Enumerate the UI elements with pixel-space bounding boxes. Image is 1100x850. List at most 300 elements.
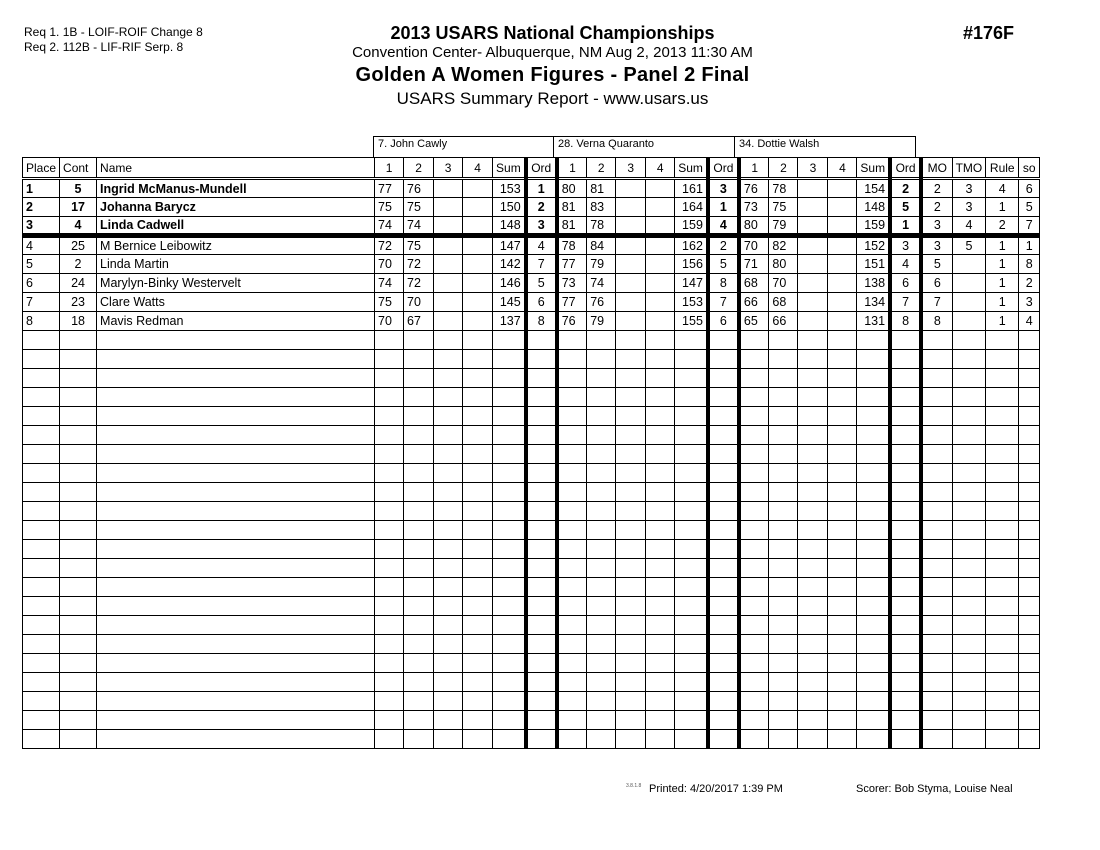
empty-cell <box>828 692 857 711</box>
empty-cell <box>587 692 616 711</box>
empty-cell <box>97 616 375 635</box>
empty-cell <box>434 673 463 692</box>
empty-cell <box>526 407 557 426</box>
empty-cell <box>463 521 493 540</box>
empty-cell <box>375 464 404 483</box>
j3-score-4-cell <box>828 198 857 217</box>
empty-cell <box>616 730 646 749</box>
empty-cell <box>986 654 1019 673</box>
j1-sum-cell: 142 <box>493 255 526 274</box>
empty-cell <box>463 464 493 483</box>
empty-cell <box>1019 559 1040 578</box>
empty-cell <box>890 673 921 692</box>
empty-cell <box>798 730 828 749</box>
empty-cell <box>493 483 526 502</box>
empty-cell <box>97 464 375 483</box>
empty-cell <box>857 559 890 578</box>
col-j1-1: 1 <box>375 158 404 179</box>
empty-cell <box>23 597 60 616</box>
col-j3-sum: Sum <box>857 158 890 179</box>
empty-cell <box>798 616 828 635</box>
empty-cell <box>587 464 616 483</box>
empty-cell <box>646 388 675 407</box>
empty-cell <box>493 711 526 730</box>
empty-cell <box>587 407 616 426</box>
empty-cell <box>769 540 798 559</box>
col-j1-ord: Ord <box>526 158 557 179</box>
j3-sum-cell: 148 <box>857 198 890 217</box>
empty-row <box>23 350 1040 369</box>
empty-cell <box>526 388 557 407</box>
j3-score-3-cell <box>798 255 828 274</box>
empty-cell <box>708 559 739 578</box>
empty-cell <box>986 597 1019 616</box>
empty-cell <box>798 692 828 711</box>
empty-cell <box>890 426 921 445</box>
j3-ordinal-cell: 1 <box>890 217 921 236</box>
empty-cell <box>1019 464 1040 483</box>
empty-cell <box>60 521 97 540</box>
tmo-cell <box>952 255 986 274</box>
empty-cell <box>587 616 616 635</box>
empty-cell <box>616 540 646 559</box>
empty-cell <box>769 464 798 483</box>
report-header <box>300 22 805 110</box>
empty-cell <box>616 559 646 578</box>
j1-score-1-cell: 74 <box>375 217 404 236</box>
empty-cell <box>434 464 463 483</box>
empty-cell <box>857 350 890 369</box>
empty-cell <box>97 388 375 407</box>
empty-cell <box>798 521 828 540</box>
col-j3-ord: Ord <box>890 158 921 179</box>
place-cell: 2 <box>23 198 60 217</box>
empty-row <box>23 635 1040 654</box>
so-cell: 5 <box>1019 198 1040 217</box>
empty-cell <box>890 540 921 559</box>
empty-cell <box>587 350 616 369</box>
empty-cell <box>463 730 493 749</box>
empty-cell <box>97 426 375 445</box>
empty-cell <box>986 559 1019 578</box>
empty-cell <box>616 578 646 597</box>
j2-ordinal-cell: 2 <box>708 236 739 255</box>
col-j2-1: 1 <box>557 158 587 179</box>
j2-score-4-cell <box>646 217 675 236</box>
empty-cell <box>828 388 857 407</box>
empty-cell <box>708 692 739 711</box>
empty-cell <box>708 350 739 369</box>
j1-ordinal-cell: 2 <box>526 198 557 217</box>
empty-cell <box>675 502 708 521</box>
empty-cell <box>23 730 60 749</box>
empty-cell <box>97 635 375 654</box>
empty-cell <box>646 597 675 616</box>
empty-cell <box>857 483 890 502</box>
empty-row <box>23 559 1040 578</box>
table-row <box>23 236 1040 255</box>
contestant-number-cell: 25 <box>60 236 97 255</box>
col-j3-3: 3 <box>798 158 828 179</box>
empty-row <box>23 445 1040 464</box>
empty-cell <box>97 502 375 521</box>
empty-cell <box>526 445 557 464</box>
empty-cell <box>616 369 646 388</box>
empty-cell <box>921 331 952 350</box>
j1-score-2-cell: 72 <box>404 255 434 274</box>
j3-score-1-cell: 80 <box>739 217 769 236</box>
j3-ordinal-cell: 2 <box>890 179 921 198</box>
empty-cell <box>769 521 798 540</box>
j2-score-1-cell: 81 <box>557 217 587 236</box>
empty-cell <box>434 407 463 426</box>
empty-cell <box>675 578 708 597</box>
empty-cell <box>587 597 616 616</box>
empty-cell <box>557 730 587 749</box>
empty-cell <box>463 483 493 502</box>
j3-score-3-cell <box>798 179 828 198</box>
j2-score-1-cell: 80 <box>557 179 587 198</box>
empty-cell <box>375 597 404 616</box>
empty-cell <box>646 654 675 673</box>
empty-cell <box>1019 350 1040 369</box>
rule-cell: 1 <box>986 198 1019 217</box>
empty-cell <box>769 350 798 369</box>
empty-cell <box>434 350 463 369</box>
empty-cell <box>890 730 921 749</box>
empty-cell <box>675 331 708 350</box>
empty-cell <box>739 483 769 502</box>
empty-cell <box>986 692 1019 711</box>
empty-cell <box>97 654 375 673</box>
empty-cell <box>708 635 739 654</box>
skater-name-cell: Ingrid McManus-Mundell <box>97 179 375 198</box>
j2-sum-cell: 147 <box>675 274 708 293</box>
empty-cell <box>557 483 587 502</box>
empty-cell <box>60 407 97 426</box>
empty-cell <box>404 483 434 502</box>
empty-cell <box>798 578 828 597</box>
j3-score-1-cell: 70 <box>739 236 769 255</box>
event-number: #176F <box>963 23 1015 43</box>
j1-ordinal-cell: 4 <box>526 236 557 255</box>
empty-cell <box>857 540 890 559</box>
empty-cell <box>493 635 526 654</box>
empty-cell <box>739 521 769 540</box>
empty-cell <box>921 616 952 635</box>
empty-cell <box>1019 369 1040 388</box>
contestant-number-cell: 23 <box>60 293 97 312</box>
j1-ordinal-cell: 7 <box>526 255 557 274</box>
empty-cell <box>616 711 646 730</box>
j1-score-3-cell <box>434 217 463 236</box>
empty-cell <box>769 730 798 749</box>
j2-sum-cell: 153 <box>675 293 708 312</box>
empty-cell <box>493 578 526 597</box>
empty-cell <box>434 483 463 502</box>
j3-score-1-cell: 68 <box>739 274 769 293</box>
j1-score-3-cell <box>434 236 463 255</box>
empty-cell <box>986 673 1019 692</box>
j2-score-4-cell <box>646 255 675 274</box>
empty-cell <box>526 502 557 521</box>
j2-score-4-cell <box>646 236 675 255</box>
empty-cell <box>60 502 97 521</box>
j2-score-2-cell: 78 <box>587 217 616 236</box>
empty-cell <box>675 483 708 502</box>
empty-cell <box>557 635 587 654</box>
empty-cell <box>828 483 857 502</box>
empty-row <box>23 388 1040 407</box>
empty-cell <box>739 464 769 483</box>
empty-cell <box>890 597 921 616</box>
empty-cell <box>404 407 434 426</box>
empty-cell <box>557 578 587 597</box>
empty-cell <box>493 464 526 483</box>
empty-cell <box>1019 483 1040 502</box>
empty-row <box>23 407 1040 426</box>
empty-cell <box>986 711 1019 730</box>
col-j1-sum: Sum <box>493 158 526 179</box>
j2-sum-cell: 164 <box>675 198 708 217</box>
table-row <box>23 312 1040 331</box>
j1-sum-cell: 148 <box>493 217 526 236</box>
empty-cell <box>675 407 708 426</box>
j2-score-3-cell <box>616 217 646 236</box>
j2-score-4-cell <box>646 198 675 217</box>
empty-cell <box>646 369 675 388</box>
empty-cell <box>404 464 434 483</box>
empty-cell <box>493 331 526 350</box>
empty-cell <box>493 559 526 578</box>
empty-cell <box>769 388 798 407</box>
empty-cell <box>526 540 557 559</box>
empty-cell <box>646 521 675 540</box>
empty-cell <box>23 692 60 711</box>
table-row <box>23 293 1040 312</box>
col-j2-2: 2 <box>587 158 616 179</box>
empty-cell <box>857 407 890 426</box>
empty-cell <box>434 540 463 559</box>
j1-score-3-cell <box>434 293 463 312</box>
empty-cell <box>557 540 587 559</box>
empty-cell <box>375 502 404 521</box>
empty-cell <box>646 350 675 369</box>
empty-cell <box>739 369 769 388</box>
j3-score-1-cell: 71 <box>739 255 769 274</box>
col-j1-4: 4 <box>463 158 493 179</box>
empty-cell <box>375 540 404 559</box>
rule-cell: 1 <box>986 274 1019 293</box>
empty-cell <box>526 654 557 673</box>
rule-cell: 1 <box>986 293 1019 312</box>
empty-cell <box>557 692 587 711</box>
empty-cell <box>952 711 986 730</box>
empty-cell <box>890 559 921 578</box>
empty-cell <box>798 388 828 407</box>
empty-cell <box>616 388 646 407</box>
location-date: Convention Center- Albuquerque, NM Aug 2, 2013 11:30 AM <box>352 44 753 61</box>
empty-cell <box>646 711 675 730</box>
empty-cell <box>921 692 952 711</box>
empty-cell <box>739 331 769 350</box>
empty-cell <box>890 692 921 711</box>
j3-score-3-cell <box>798 312 828 331</box>
empty-cell <box>526 616 557 635</box>
table-row <box>23 274 1040 293</box>
j3-score-4-cell <box>828 217 857 236</box>
j3-score-1-cell: 73 <box>739 198 769 217</box>
empty-cell <box>60 350 97 369</box>
place-cell: 3 <box>23 217 60 236</box>
empty-cell <box>463 692 493 711</box>
empty-cell <box>1019 445 1040 464</box>
header-row <box>23 158 1040 179</box>
empty-cell <box>769 483 798 502</box>
empty-cell <box>60 635 97 654</box>
col-so: so <box>1019 158 1040 179</box>
empty-cell <box>557 388 587 407</box>
empty-cell <box>375 388 404 407</box>
empty-cell <box>921 483 952 502</box>
empty-cell <box>798 426 828 445</box>
empty-cell <box>798 597 828 616</box>
empty-cell <box>587 426 616 445</box>
empty-cell <box>375 369 404 388</box>
j3-sum-cell: 151 <box>857 255 890 274</box>
empty-cell <box>587 388 616 407</box>
empty-cell <box>616 597 646 616</box>
so-cell: 2 <box>1019 274 1040 293</box>
empty-cell <box>526 426 557 445</box>
empty-cell <box>463 369 493 388</box>
empty-cell <box>828 521 857 540</box>
empty-cell <box>857 597 890 616</box>
empty-cell <box>587 635 616 654</box>
j3-sum-cell: 154 <box>857 179 890 198</box>
empty-cell <box>890 331 921 350</box>
empty-cell <box>404 388 434 407</box>
empty-cell <box>97 483 375 502</box>
empty-cell <box>404 540 434 559</box>
requirement-1: Req 1. 1B - LOIF-ROIF Change 8 <box>24 25 203 39</box>
empty-cell <box>921 426 952 445</box>
empty-cell <box>1019 730 1040 749</box>
empty-cell <box>828 597 857 616</box>
empty-cell <box>434 426 463 445</box>
contestant-number-cell: 24 <box>60 274 97 293</box>
empty-cell <box>375 673 404 692</box>
j3-ordinal-cell: 6 <box>890 274 921 293</box>
j3-score-3-cell <box>798 217 828 236</box>
empty-cell <box>646 692 675 711</box>
skater-name-cell: Mavis Redman <box>97 312 375 331</box>
empty-cell <box>60 559 97 578</box>
empty-cell <box>986 464 1019 483</box>
empty-cell <box>23 369 60 388</box>
empty-row <box>23 483 1040 502</box>
empty-cell <box>616 331 646 350</box>
j3-score-2-cell: 75 <box>769 198 798 217</box>
empty-cell <box>739 673 769 692</box>
j3-score-1-cell: 76 <box>739 179 769 198</box>
empty-cell <box>739 540 769 559</box>
empty-cell <box>828 369 857 388</box>
empty-cell <box>60 711 97 730</box>
empty-cell <box>434 692 463 711</box>
empty-cell <box>526 331 557 350</box>
empty-cell <box>769 711 798 730</box>
empty-cell <box>798 559 828 578</box>
empty-cell <box>986 540 1019 559</box>
empty-cell <box>646 673 675 692</box>
empty-cell <box>675 350 708 369</box>
empty-cell <box>708 540 739 559</box>
j1-ordinal-cell: 5 <box>526 274 557 293</box>
j2-score-4-cell <box>646 179 675 198</box>
empty-cell <box>587 578 616 597</box>
empty-cell <box>463 540 493 559</box>
empty-cell <box>952 597 986 616</box>
empty-cell <box>434 654 463 673</box>
empty-cell <box>739 616 769 635</box>
empty-cell <box>708 730 739 749</box>
empty-cell <box>557 616 587 635</box>
empty-cell <box>828 578 857 597</box>
empty-cell <box>798 502 828 521</box>
empty-cell <box>526 597 557 616</box>
empty-cell <box>1019 521 1040 540</box>
empty-cell <box>463 426 493 445</box>
empty-cell <box>986 445 1019 464</box>
j1-sum-cell: 146 <box>493 274 526 293</box>
empty-cell <box>526 692 557 711</box>
empty-cell <box>769 331 798 350</box>
empty-cell <box>375 559 404 578</box>
col-j3-1: 1 <box>739 158 769 179</box>
empty-cell <box>375 445 404 464</box>
empty-cell <box>857 502 890 521</box>
j1-score-4-cell <box>463 312 493 331</box>
place-cell: 8 <box>23 312 60 331</box>
empty-cell <box>986 388 1019 407</box>
empty-cell <box>857 388 890 407</box>
empty-cell <box>404 616 434 635</box>
col-name: Name <box>97 158 375 179</box>
empty-cell <box>921 597 952 616</box>
empty-cell <box>921 635 952 654</box>
j2-ordinal-cell: 1 <box>708 198 739 217</box>
empty-cell <box>952 730 986 749</box>
empty-cell <box>463 502 493 521</box>
empty-cell <box>798 407 828 426</box>
empty-cell <box>60 369 97 388</box>
j2-score-3-cell <box>616 274 646 293</box>
empty-cell <box>434 578 463 597</box>
j3-score-2-cell: 68 <box>769 293 798 312</box>
empty-cell <box>616 616 646 635</box>
j1-score-4-cell <box>463 236 493 255</box>
empty-cell <box>828 426 857 445</box>
empty-cell <box>526 483 557 502</box>
empty-cell <box>60 597 97 616</box>
empty-cell <box>986 426 1019 445</box>
empty-cell <box>463 350 493 369</box>
empty-cell <box>857 616 890 635</box>
j1-score-3-cell <box>434 312 463 331</box>
empty-cell <box>616 407 646 426</box>
empty-cell <box>675 711 708 730</box>
